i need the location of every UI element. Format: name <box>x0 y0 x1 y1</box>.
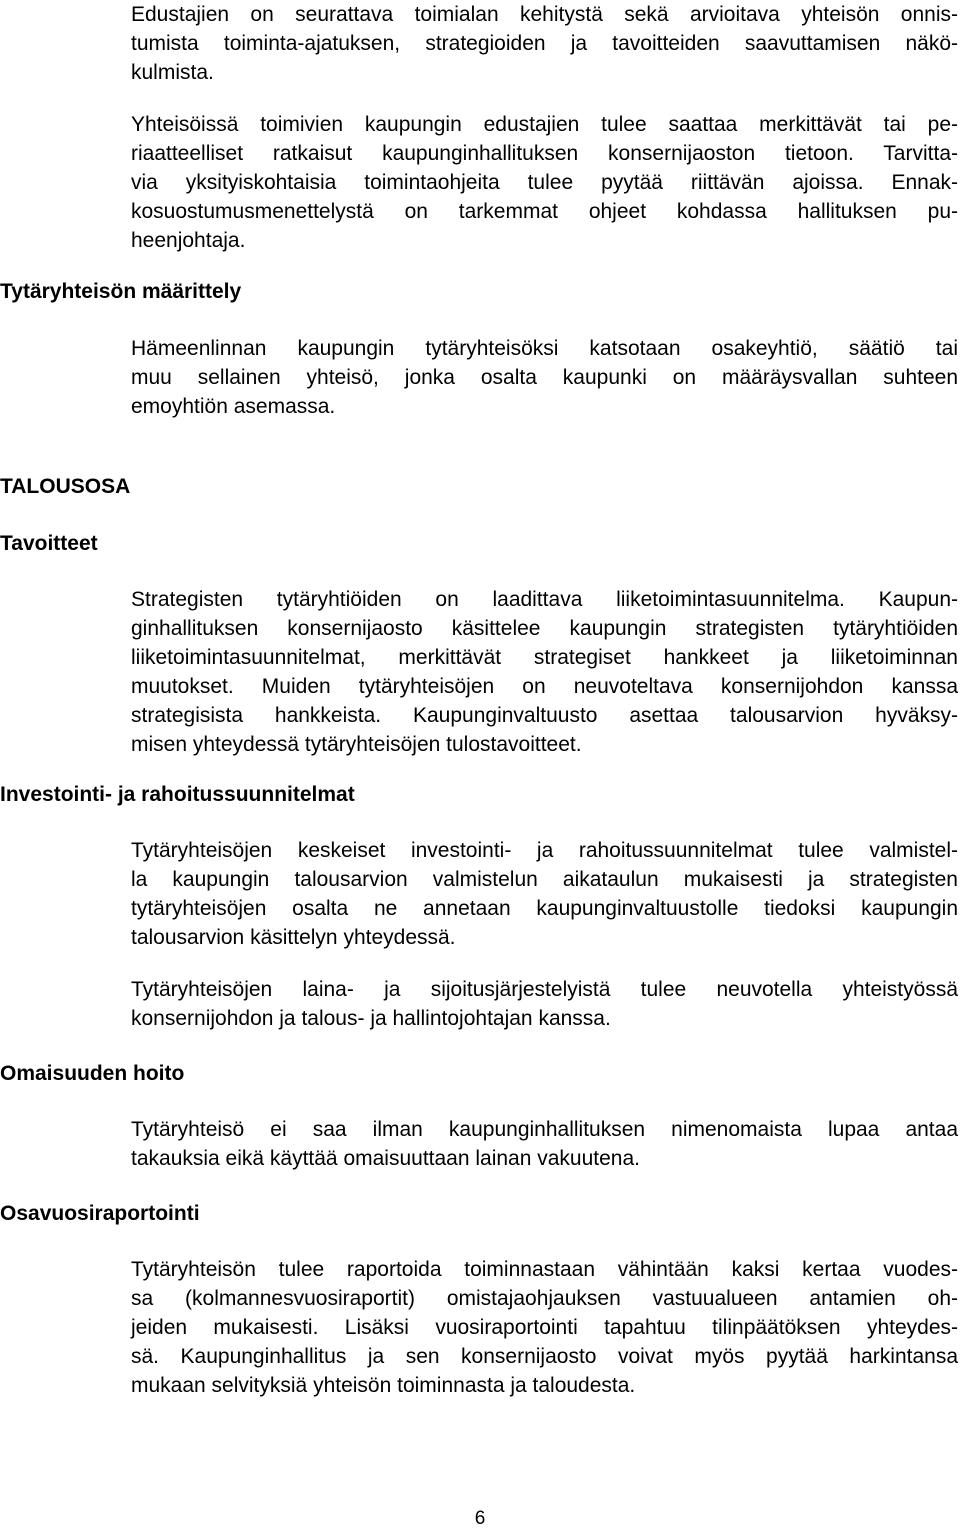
text-line: muutokset. Muiden tytäryhteisöjen on neuvoteltava konsernijohdon kanssa <box>131 675 958 698</box>
text-line: Tytäryhteisön tulee raportoida toiminnastaan vähintään kaksi kertaa vuodes- <box>131 1258 958 1281</box>
heading-goals: Tavoitteet <box>0 532 98 555</box>
text-line: takauksia eikä käyttää omaisuuttaan lainan vakuutena. <box>131 1147 640 1170</box>
text-line: strategisista hankkeista. Kaupunginvaltuusto asettaa talousarvion hyväksy- <box>131 704 958 727</box>
text-line: misen yhteydessä tytäryhteisöjen tulostavoitteet. <box>131 733 582 756</box>
text-line: ginhallituksen konsernijaosto käsittelee kaupungin strategisten tytäryhtiöiden <box>131 617 958 640</box>
text-line: mukaan selvityksiä yhteisön toiminnasta ja taloudesta. <box>131 1374 636 1397</box>
heading-investment-plans: Investointi- ja rahoitussuunnitelmat <box>0 783 355 806</box>
text-line: Tytäryhteisöjen keskeiset investointi- ja rahoitussuunnitelmat tulee valmistel- <box>131 839 958 862</box>
text-line: tumista toiminta-ajatuksen, strategioiden ja tavoitteiden saavuttamisen näkö- <box>131 32 958 55</box>
text-line: talousarvion käsittelyn yhteydessä. <box>131 926 456 949</box>
heading-finance-section: TALOUSOSA <box>0 475 131 498</box>
text-line: via yksityiskohtaisia toimintaohjeita tulee pyytää riittävän ajoissa. Ennak- <box>131 171 958 194</box>
text-line: Strategisten tytäryhtiöiden on laadittava liiketoimintasuunnitelma. Kaupun- <box>131 588 958 611</box>
heading-interim-reporting: Osavuosiraportointi <box>0 1202 200 1225</box>
text-line: kulmista. <box>131 61 214 84</box>
text-line: Tytäryhteisö ei saa ilman kaupunginhallituksen nimenomaista lupaa antaa <box>131 1118 958 1141</box>
text-line: Yhteisöissä toimivien kaupungin edustajien tulee saattaa merkittävät tai pe- <box>131 113 958 136</box>
text-line: emoyhtiön asemassa. <box>131 395 336 418</box>
paragraph-goals <box>131 585 958 759</box>
text-line: Edustajien on seurattava toimialan kehitystä sekä arvioitava yhteisön onnis- <box>131 3 958 26</box>
text-line: tytäryhteisöjen osalta ne annetaan kaupunginvaltuustolle tiedoksi kaupungin <box>131 897 958 920</box>
paragraph-interim-reporting <box>131 1255 958 1400</box>
text-line: sa (kolmannesvuosiraportit) omistajaohjauksen vastuualueen antamien oh- <box>131 1287 958 1310</box>
paragraph-representatives <box>131 110 958 255</box>
text-line: Tytäryhteisöjen laina- ja sijoitusjärjestelyistä tulee neuvotella yhteistyössä <box>131 978 958 1001</box>
paragraph-asset-management <box>131 1115 958 1173</box>
text-line: sä. Kaupunginhallitus ja sen konsernijaosto voivat myös pyytää harkintansa <box>131 1345 958 1368</box>
text-line: jeiden mukaisesti. Lisäksi vuosiraportointi tapahtuu tilinpäätöksen yhteydes- <box>131 1316 958 1339</box>
heading-asset-management: Omaisuuden hoito <box>0 1062 185 1085</box>
heading-subsidiary-definition: Tytäryhteisön määrittely <box>0 280 242 303</box>
text-line: kosuostumusmenettelystä on tarkemmat ohjeet kohdassa hallituksen pu- <box>131 200 958 223</box>
paragraph-intro <box>131 0 958 87</box>
text-line: konsernijohdon ja talous- ja hallintojohtajan kanssa. <box>131 1007 611 1030</box>
paragraph-loans <box>131 975 958 1033</box>
page-number: 6 <box>474 1508 486 1529</box>
paragraph-investment-plans <box>131 836 958 952</box>
text-line: muu sellainen yhteisö, jonka osalta kaupunki on määräysvallan suhteen <box>131 366 958 389</box>
paragraph-definition <box>131 334 958 421</box>
text-line: liiketoimintasuunnitelmat, merkittävät strategiset hankkeet ja liiketoiminnan <box>131 646 958 669</box>
text-line: Hämeenlinnan kaupungin tytäryhteisöksi katsotaan osakeyhtiö, säätiö tai <box>131 337 958 360</box>
text-line: la kaupungin talousarvion valmistelun aikataulun mukaisesti ja strategisten <box>131 868 958 891</box>
text-line: heenjohtaja. <box>131 229 246 252</box>
text-line: riaatteelliset ratkaisut kaupunginhallituksen konsernijaoston tietoon. Tarvitta- <box>131 142 958 165</box>
